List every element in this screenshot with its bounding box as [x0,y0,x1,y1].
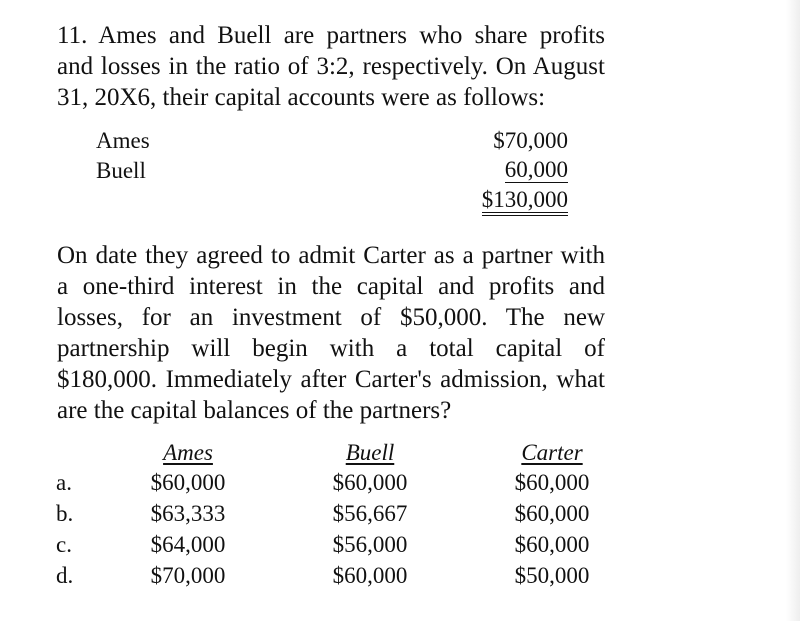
capital-row-buell [96,158,568,188]
capital-total: $130,000 [482,188,568,216]
answer-option-b[interactable] [0,501,800,531]
question-body [57,240,605,426]
question-line: 31, 20X6, their capital accounts were as follows: [57,84,546,111]
column-header-ames: Ames [163,440,213,465]
answer-option-c[interactable] [0,532,800,562]
capital-amount: 60,000 [504,157,568,182]
option-ames-value: $70,000 [150,563,226,588]
option-letter: b. [56,501,74,526]
question-line: a one-third interest in the capital and profits and [57,273,605,300]
page-edge-shadow [786,0,800,621]
question-line: losses, for an investment of $50,000. The new [57,304,605,331]
capital-row-ames [96,128,568,158]
question-line: On date they agreed to admit Carter as a partner with [57,242,605,269]
capital-partner-name: Buell [96,158,146,183]
question-line: 11. Ames and Buell are partners who share profits [57,22,605,49]
capital-amount: $70,000 [493,128,568,153]
option-buell-value: $60,000 [332,470,408,495]
answer-column-headers [0,440,800,470]
column-header-carter: Carter [521,440,583,465]
option-letter: c. [56,532,72,557]
answer-option-a[interactable] [0,470,800,500]
option-carter-value: $60,000 [514,470,590,495]
capital-total-row [96,188,568,218]
option-ames-value: $60,000 [150,470,226,495]
question-intro [57,20,605,113]
option-carter-value: $50,000 [514,563,590,588]
answer-option-d[interactable] [0,563,800,593]
option-buell-value: $60,000 [332,563,408,588]
option-buell-value: $56,667 [332,501,408,526]
option-carter-value: $60,000 [514,501,590,526]
column-header-buell: Buell [345,440,395,465]
question-line: are the capital balances of the partners? [57,397,452,424]
option-ames-value: $64,000 [150,532,226,557]
option-ames-value: $63,333 [150,501,226,526]
option-buell-value: $56,000 [332,532,408,557]
capital-partner-name: Ames [96,128,150,153]
question-line: $180,000. Immediately after Carter's admission, what [57,366,605,393]
option-letter: d. [56,563,74,588]
option-carter-value: $60,000 [514,532,590,557]
option-letter: a. [56,470,72,495]
question-line: and losses in the ratio of 3:2, respectively. On August [57,53,605,80]
question-line: partnership will begin with a total capital of [57,335,605,362]
